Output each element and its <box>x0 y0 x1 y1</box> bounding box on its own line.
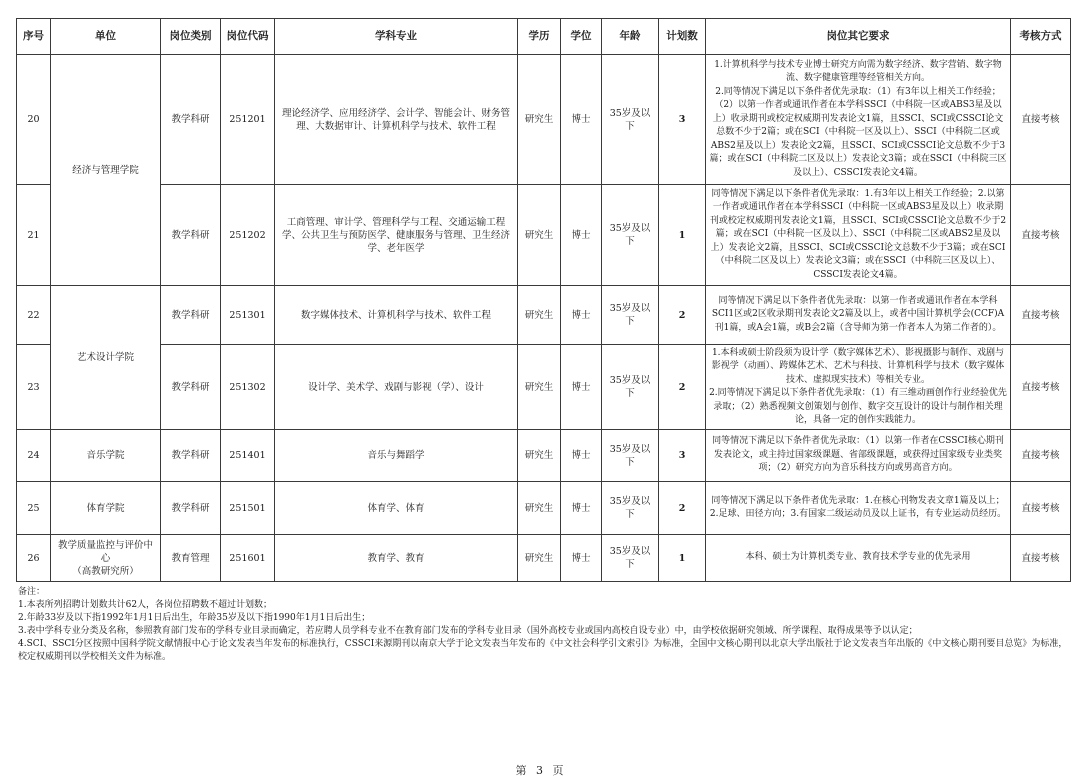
cell-major: 数字媒体技术、计算机科学与技术、软件工程 <box>275 286 518 345</box>
cell-code: 251501 <box>221 482 275 535</box>
notes-section <box>18 586 1070 664</box>
cell-degree: 博士 <box>561 286 602 345</box>
cell-category: 教学科研 <box>161 55 221 185</box>
header-category: 岗位类别 <box>161 19 221 55</box>
cell-degree: 博士 <box>561 430 602 482</box>
cell-requirements <box>706 55 1011 185</box>
header-unit: 单位 <box>51 19 161 55</box>
cell-assessment: 直接考核 <box>1011 482 1071 535</box>
cell-code: 251601 <box>221 535 275 582</box>
unit-name-line1: 教学质量监控与评价中心 <box>57 539 153 564</box>
cell-age: 35岁及以下 <box>602 185 659 286</box>
cell-age: 35岁及以下 <box>602 535 659 582</box>
table-row <box>17 185 1071 286</box>
cell-assessment: 直接考核 <box>1011 185 1071 286</box>
cell-age: 35岁及以下 <box>602 430 659 482</box>
table-row <box>17 535 1071 582</box>
requirement-line: 同等情况下满足以下条件者优先录取：以第一作者或通讯作者在本学科SCI1区或2区收录期刊发表论文2篇及以上，或者中国计算机学会(CCF)A刊1篇，或A会1篇，或B会2篇（含导师为第一作者本人为第二作者的）。 <box>711 295 1005 333</box>
header-education: 学历 <box>518 19 561 55</box>
note-item: 3.表中学科专业分类及名称，参照教育部门发布的学科专业目录而确定，若应聘人员学科专业不在教育部门发布的学科专业目录（国外高校专业或国内高校自设专业）中，由学校依据研究领域、所学课程、取得成果等予以认定； <box>18 626 918 636</box>
cell-requirements <box>706 286 1011 345</box>
table-row <box>17 55 1071 185</box>
header-degree: 学位 <box>561 19 602 55</box>
cell-plan: 1 <box>659 185 706 286</box>
cell-category: 教学科研 <box>161 286 221 345</box>
requirement-line: 1.本科或硕士阶段须为设计学（数字媒体艺术）、影视摄影与制作、戏剧与影视学（动画）、跨媒体艺术、艺术与科技、计算机科学与技术（数字媒体技术、虚拟现实技术）等相关专业。 <box>711 347 1005 385</box>
cell-requirements <box>706 482 1011 535</box>
cell-no: 25 <box>17 482 51 535</box>
cell-code: 251401 <box>221 430 275 482</box>
cell-category: 教学科研 <box>161 430 221 482</box>
cell-plan: 3 <box>659 55 706 185</box>
cell-requirements <box>706 185 1011 286</box>
unit-name-line2: （高教研究所） <box>72 565 139 577</box>
requirement-line: 同等情况下满足以下条件者优先录取：1.在核心刊物发表文章1篇及以上；2.足球、田径方向；3.有国家二级运动员及以上证书，有专业运动员经历。 <box>709 495 1007 519</box>
cell-category: 教学科研 <box>161 345 221 430</box>
cell-assessment: 直接考核 <box>1011 535 1071 582</box>
cell-age: 35岁及以下 <box>602 482 659 535</box>
cell-category: 教学科研 <box>161 185 221 286</box>
cell-assessment: 直接考核 <box>1011 430 1071 482</box>
cell-unit: 音乐学院 <box>51 430 161 482</box>
cell-education: 研究生 <box>518 482 561 535</box>
cell-major: 设计学、美术学、戏剧与影视（学）、设计 <box>275 345 518 430</box>
header-plan: 计划数 <box>659 19 706 55</box>
cell-no: 26 <box>17 535 51 582</box>
cell-education: 研究生 <box>518 345 561 430</box>
requirement-line: 2.同等情况下满足以下条件者优先录取：（1）有三维动画创作行业经验优先录取；（2）熟悉视频文创策划与创作、数字交互设计的设计与制作相关理论，具备一定的创作实践能力。 <box>709 388 1007 425</box>
table-header-row <box>17 19 1071 55</box>
header-age: 年龄 <box>602 19 659 55</box>
cell-major: 体育学、体育 <box>275 482 518 535</box>
cell-no: 22 <box>17 286 51 345</box>
cell-assessment: 直接考核 <box>1011 55 1071 185</box>
note-item: 1.本表所列招聘计划数共计62人，各岗位招聘数不超过计划数； <box>18 600 273 610</box>
cell-no: 21 <box>17 185 51 286</box>
table-row <box>17 482 1071 535</box>
cell-no: 20 <box>17 55 51 185</box>
cell-education: 研究生 <box>518 286 561 345</box>
cell-plan: 2 <box>659 482 706 535</box>
cell-unit <box>51 535 161 582</box>
cell-unit: 经济与管理学院 <box>51 55 161 286</box>
header-assessment: 考核方式 <box>1011 19 1071 55</box>
page-number-value: 3 <box>536 764 544 777</box>
cell-no: 23 <box>17 345 51 430</box>
cell-requirements <box>706 535 1011 582</box>
cell-assessment: 直接考核 <box>1011 286 1071 345</box>
note-item: 4.SCI、SSCI分区按照中国科学院文献情报中心于论文发表当年发布的标准执行，CSSCI来源期刊以南京大学于论文发表当年发布的《中文社会科学引文索引》为标准，全国中文核心期刊以北京大学出版社于论文发表当年出版的《中文核心期刊要目总览》为标准，校定权威期刊以学校相关文件为标准。 <box>18 639 1068 662</box>
cell-code: 251202 <box>221 185 275 286</box>
note-item: 2.年龄33岁及以下指1992年1月1日后出生，年龄35岁及以下指1990年1月1日后出生； <box>18 613 371 623</box>
cell-major: 音乐与舞蹈学 <box>275 430 518 482</box>
cell-age: 35岁及以下 <box>602 345 659 430</box>
cell-education: 研究生 <box>518 535 561 582</box>
cell-code: 251301 <box>221 286 275 345</box>
cell-major: 理论经济学、应用经济学、会计学、智能会计、财务管理、大数据审计、计算机科学与技术、软件工程 <box>275 55 518 185</box>
cell-no: 24 <box>17 430 51 482</box>
header-no: 序号 <box>17 19 51 55</box>
header-major: 学科专业 <box>275 19 518 55</box>
cell-degree: 博士 <box>561 185 602 286</box>
cell-education: 研究生 <box>518 430 561 482</box>
page-number-suffix: 页 <box>552 764 565 777</box>
table-row <box>17 430 1071 482</box>
cell-age: 35岁及以下 <box>602 55 659 185</box>
cell-education: 研究生 <box>518 185 561 286</box>
page-number-prefix: 第 <box>515 764 528 777</box>
table-row <box>17 286 1071 345</box>
cell-age: 35岁及以下 <box>602 286 659 345</box>
notes-title: 备注： <box>18 587 46 597</box>
cell-plan: 1 <box>659 535 706 582</box>
cell-degree: 博士 <box>561 55 602 185</box>
requirement-line: 2.同等情况下满足以下条件者优先录取：（1）有3年以上相关工作经验；（2）以第一作者或通讯作者在本学科SSCI（中科院一区或ABS3星及以上）收录期刊或校定权威期刊发表论文1篇，且SSCI、SCI或CSSCI论文总数不少于2篇；或在SCI（中科院一区及以上）、SSCI（中科院二区或ABS2星及以上）发表论文2篇，且SSCI、SCI或CSSCI论文总数不少于3篇；或在SCI（中科院二区及以上）发表论文3篇；或在SSCI（中科院三区及以上）、CSSCI发表论文4篇。 <box>709 86 1007 178</box>
header-requirements: 岗位其它要求 <box>706 19 1011 55</box>
cell-category: 教学科研 <box>161 482 221 535</box>
cell-requirements <box>706 430 1011 482</box>
table-row <box>17 345 1071 430</box>
cell-category: 教育管理 <box>161 535 221 582</box>
cell-requirements <box>706 345 1011 430</box>
requirement-line: 1.计算机科学与技术专业博士研究方向需为数字经济、数字营销、数字物流、数字健康管理等经管相关方向。 <box>714 59 1002 84</box>
page-number <box>0 762 1080 778</box>
cell-unit: 艺术设计学院 <box>51 286 161 430</box>
cell-code: 251302 <box>221 345 275 430</box>
recruitment-table <box>16 18 1071 582</box>
cell-degree: 博士 <box>561 535 602 582</box>
cell-plan: 2 <box>659 345 706 430</box>
cell-major: 教育学、教育 <box>275 535 518 582</box>
cell-unit: 体育学院 <box>51 482 161 535</box>
cell-major: 工商管理、审计学、管理科学与工程、交通运输工程学、公共卫生与预防医学、健康服务与管理、卫生经济学、老年医学 <box>275 185 518 286</box>
header-code: 岗位代码 <box>221 19 275 55</box>
cell-plan: 3 <box>659 430 706 482</box>
requirement-line: 本科、硕士为计算机类专业、教育技术学专业的优先录用 <box>745 552 971 563</box>
requirement-line: 同等情况下满足以下条件者优先录取：1.有3年以上相关工作经验；2.以第一作者或通讯作者在本学科SSCI（中科院一区或ABS3星及以上）收录期刊或校定权威期刊发表论文1篇，且SSCI、SCI或CSSCI论文总数不少于2篇；或在SCI（中科院一区及以上）、SSCI（中科院二区或ABS2星及以上）发表论文2篇，且SSCI、SCI或CSSCI论文总数不少于3篇；或在SCI（中科院二区及以上）发表论文3篇；或在SSCI（中科院三区及以上）、CSSCI发表论文4篇。 <box>709 188 1007 280</box>
cell-plan: 2 <box>659 286 706 345</box>
cell-code: 251201 <box>221 55 275 185</box>
cell-education: 研究生 <box>518 55 561 185</box>
requirement-line: 同等情况下满足以下条件者优先录取：（1）以第一作者在CSSCI核心期刊发表论文，或主持过国家级课题、省部级课题，或获得过国家级专业类奖项；（2）研究方向为音乐科技方向或男高音方向。 <box>712 436 1004 474</box>
cell-degree: 博士 <box>561 345 602 430</box>
cell-assessment: 直接考核 <box>1011 345 1071 430</box>
cell-degree: 博士 <box>561 482 602 535</box>
